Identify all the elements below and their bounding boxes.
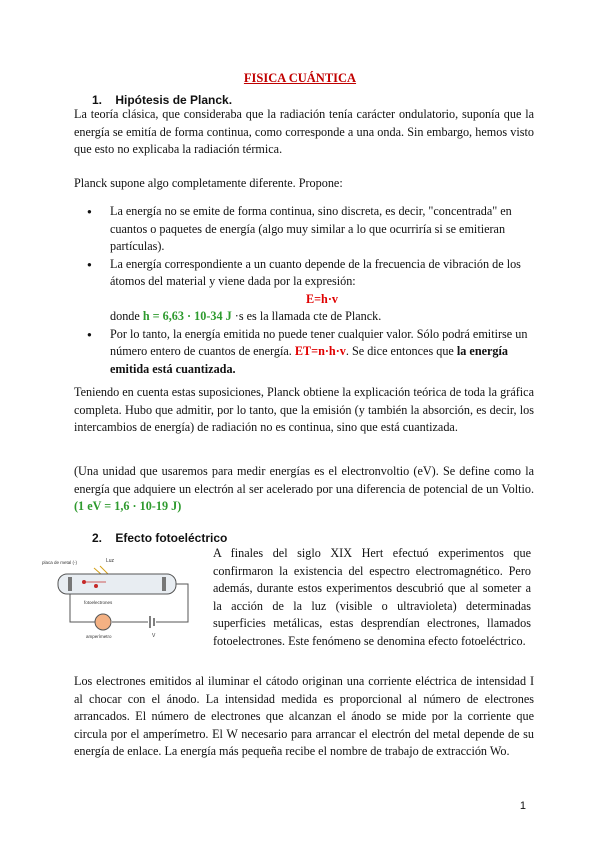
label-photoelectrons: fotoelectrones xyxy=(84,600,113,605)
vacuum-tube xyxy=(58,574,176,594)
planck-constant-line xyxy=(110,308,534,326)
label-plate: placa de metal (-) xyxy=(42,560,78,565)
planck-bullet-list xyxy=(74,203,534,378)
photoelectric-diagram xyxy=(40,552,208,642)
quantized-statement: la energía emitida está cuantizada. xyxy=(110,344,508,376)
bullet-discrete-text: La energía no se emite de forma continua, sino discreta, es decir, "concentrada" en cuantos o paquetes de energía (algo muy similar a lo que ocurriría si se emitieran partículas). xyxy=(110,204,512,253)
photoelectric-explanation: Los electrones emitidos al iluminar el cátodo originan una corriente eléctrica de intensidad I al chocar con el ánodo. La intensidad medida es proporcional al número de electrones arrancados. El número de electrones que alcanzan el ánodo se mide por la corriente que circula por el amperímetro. El W necesario para arrancar el electrón del metal depende de su energía de enlace. La energía más pequeña recibe el nombre de trabajo de extracción Wo. xyxy=(74,674,534,758)
section-2-title: Efecto fotoeléctrico xyxy=(115,531,228,545)
bullet-quantized xyxy=(74,326,534,379)
intro-paragraph: La teoría clásica, que consideraba que la radiación tenía carácter ondulatorio, suponía que la energía se emitía de forma continua, como corresponde a una onda. Sin embargo, hemos visto que esto no explicaba la radiación térmica. xyxy=(74,107,534,156)
label-voltage: V xyxy=(152,633,156,639)
photoelectric-intro: A finales del siglo XIX Hert efectuó experimentos que confirmaron la existencia del espectro electromagnético. Pero además, durante estos experimentos descubrió que al someter a la acción de la luz (visible o ultravioleta) determinadas superficies metálicas, estas desprendían electrones, llamados fotoelectrones. Este fenómeno se denomina efecto fotoeléctrico. xyxy=(213,546,531,648)
planck-formula: E=h·v xyxy=(305,291,338,306)
electron xyxy=(94,584,98,588)
donde-suffix: ·s es la llamada cte de Planck. xyxy=(231,309,382,323)
anode-plate xyxy=(162,577,166,591)
planck-paragraph: Planck supone algo completamente diferente. Propone: xyxy=(74,176,343,190)
electronvolt-paragraph xyxy=(74,463,534,516)
donde-text: donde xyxy=(110,309,143,323)
bullet-discrete xyxy=(74,203,534,256)
section-2-heading xyxy=(92,530,227,548)
planck-constant: h = 6,63 · 10-34 J xyxy=(142,309,232,323)
label-light: Luz xyxy=(106,558,115,564)
section-1-title: Hipótesis de Planck. xyxy=(115,93,233,107)
electronvolt-value: (1 eV = 1,6 · 10-19 J) xyxy=(74,499,182,513)
cathode-plate xyxy=(68,577,72,591)
conclusion-paragraph: Teniendo en cuenta estas suposiciones, Planck obtiene la explicación teórica de toda la gráfica completa. Hubo que admitir, por lo tanto, que la emisión (y también la absorción, es decir, los intercambios de energía) de radiación no es continua, sino que está cuantizada. xyxy=(74,385,534,434)
section-1-number: 1. xyxy=(92,93,103,107)
page-title: FISICA CUÁNTICA xyxy=(243,71,357,85)
bullet-frequency xyxy=(74,256,534,326)
bullet-quantized-mid: . Se dice entonces que xyxy=(345,344,457,358)
section-2-number: 2. xyxy=(92,531,103,545)
page-number: 1 xyxy=(519,800,526,812)
bullet-frequency-text: La energía correspondiente a un cuanto depende de la frecuencia de vibración de los átomos del material y viene dada por la expresión: xyxy=(110,256,521,288)
total-energy-formula: ET=n·h·v xyxy=(294,344,346,358)
bullet-quantized-text: Por lo tanto, la energía emitida no puede tener cualquier valor. Sólo podrá emitirse un número entero de cuantos de energía. xyxy=(110,326,528,358)
electronvolt-text: (Una unidad que usaremos para medir energías es el electronvoltio (eV). Se define como la energía que adquiere un electrón al ser acelerado por una diferencia de potencial de un Voltio. xyxy=(74,464,534,496)
label-ammeter: amperímetro xyxy=(86,634,112,639)
electron xyxy=(82,580,86,584)
ammeter-symbol xyxy=(95,614,111,630)
